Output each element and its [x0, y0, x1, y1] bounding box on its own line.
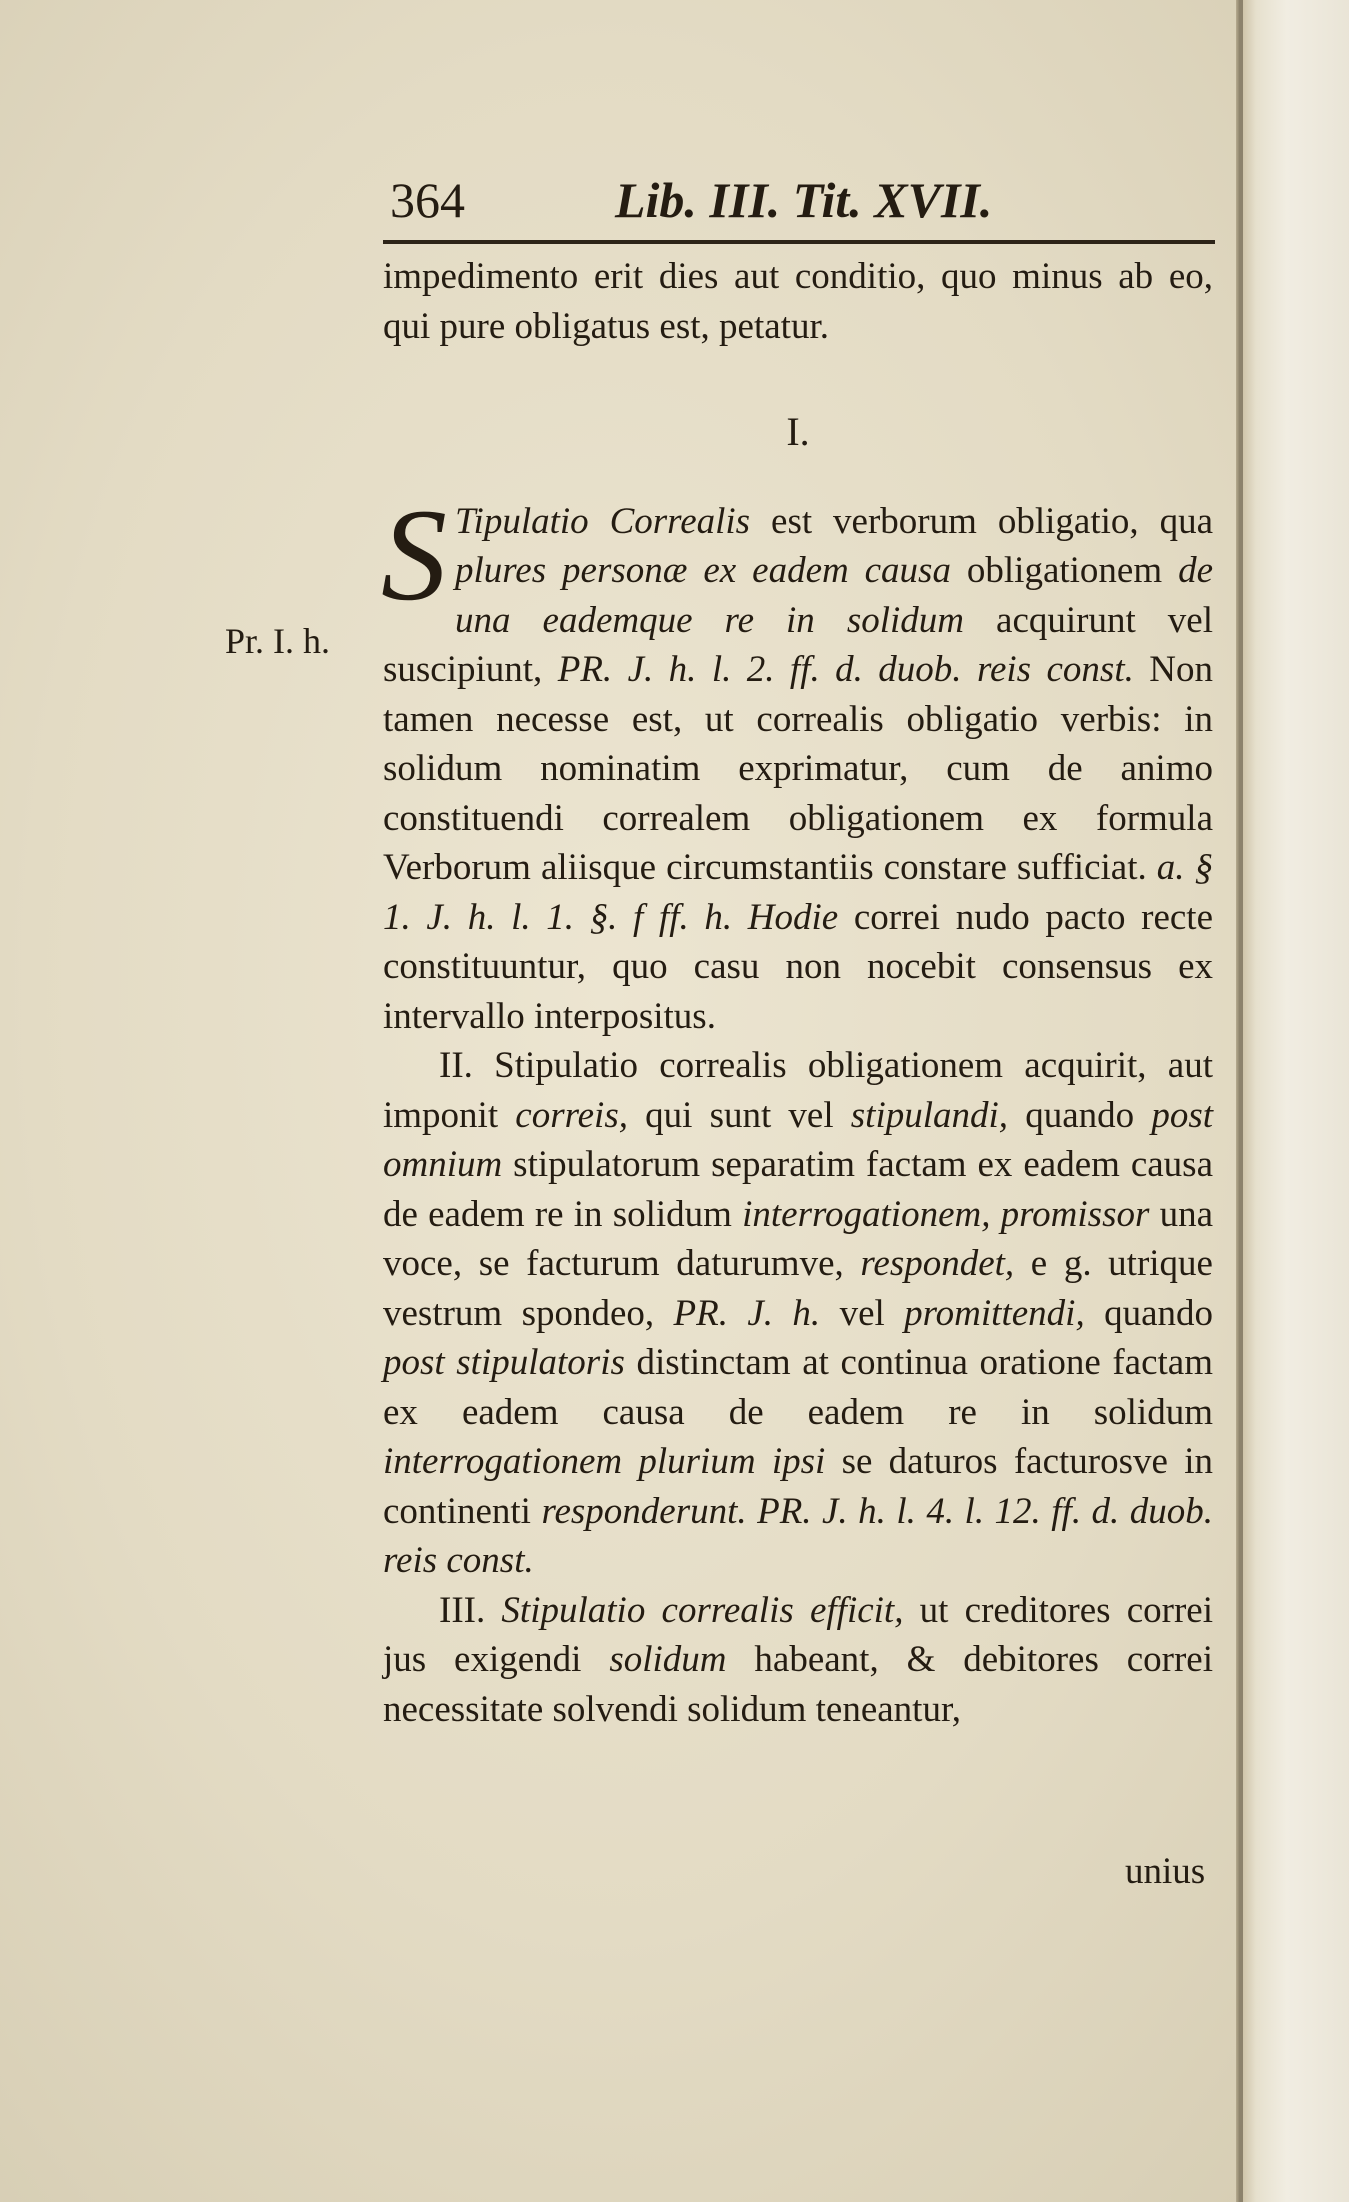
section-numeral: I.	[786, 409, 810, 454]
header-rule	[383, 240, 1215, 244]
page-header	[380, 165, 1215, 235]
drop-cap: S	[381, 480, 447, 628]
continuation-text: impedimento erit dies aut conditio, quo minus ab eo, qui pure obligatus est, petatur.	[383, 256, 1213, 347]
facing-page-edge	[1240, 0, 1349, 2202]
page-number: 364	[390, 172, 465, 228]
paragraph-2: II. Stipulatio correalis obligationem acquirit, aut imponit correis, qui sunt vel stipulandi, quando post omnium stipulatorum separatim factam ex eadem causa de eadem re in solidum interrogationem, promissor una voce, se facturum daturumve, respondet, e g. utrique vestrum spondeo, PR. J. h. vel promittendi, quando post stipulatoris distinctam at continua oratione factam ex eadem causa de eadem re in solidum interrogationem plurium ipsi se daturos facturosve in continenti responderunt. PR. J. h. l. 4. l. 12. ff. d. duob. reis const.	[383, 1045, 1214, 1581]
paragraph-1: S Tipulatio Correalis est verborum obligatio, qua plures personæ ex eadem causa obligationem de una eademque re in solidum acquirunt vel suscipiunt, PR. J. h. l. 2. ff. d. duob. reis const. Non tamen necesse est, ut correalis obligatio verbis: in solidum nominatim exprimatur, cum de animo constituendi correalem obligationem ex formula Verborum aliisque circumstantiis constare sufficiat. a. § 1. J. h. l. 1. §. f ff. h. Hodie correi nudo pacto recte constituuntur, quo casu non nocebit consensus ex intervallo interpositus.	[381, 480, 1214, 1037]
catchword: unius	[1125, 1851, 1206, 1892]
running-head: Lib. III. Tit. XVII.	[615, 172, 993, 228]
body-text	[383, 252, 1213, 1734]
margin-note: Pr. I. h.	[225, 621, 331, 661]
paragraph-3: III. Stipulatio correalis efficit, ut creditores correi jus exigendi solidum habeant, & debitores correi necessitate solvendi solidum teneantur,	[383, 1589, 1214, 1730]
